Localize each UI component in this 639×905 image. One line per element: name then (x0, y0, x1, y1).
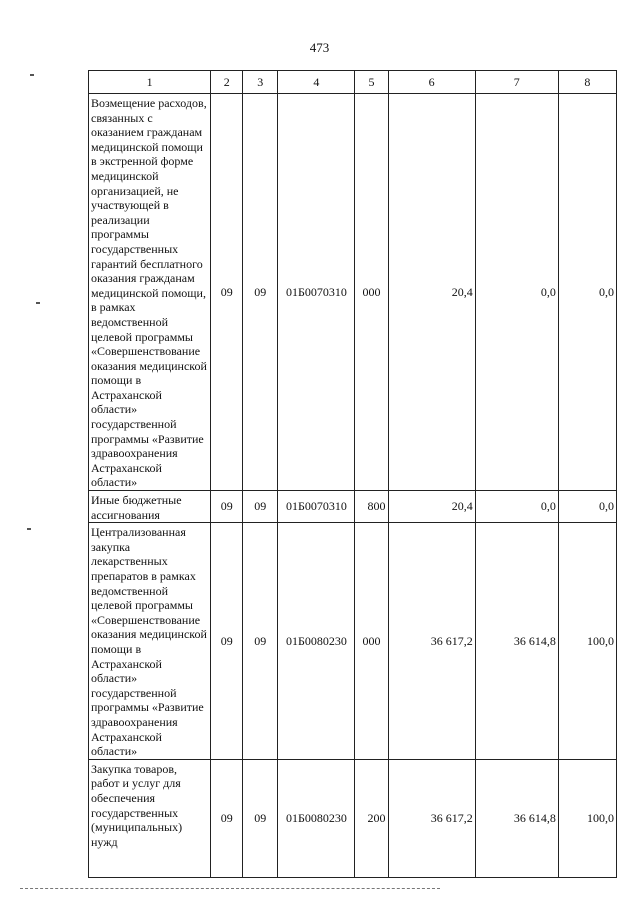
row-subsection: 09 (243, 759, 278, 877)
scan-mark (30, 74, 34, 76)
header-row (89, 71, 617, 94)
table-row (89, 94, 617, 491)
row-section: 09 (211, 491, 243, 523)
row-description: Закупка товаров, работ и услуг для обеспечения государственных (муниципальных) нужд (89, 759, 211, 877)
row-percent: 100,0 (558, 759, 616, 877)
row-executed: 0,0 (475, 491, 558, 523)
page-number: 473 (309, 40, 330, 55)
header-col-2: 2 (211, 71, 243, 94)
table-row (89, 491, 617, 523)
row-section: 09 (211, 523, 243, 760)
row-executed: 36 614,8 (475, 523, 558, 760)
header-col-3: 3 (243, 71, 278, 94)
row-target-article: 01Б0080230 (278, 523, 355, 760)
row-approved: 20,4 (388, 94, 475, 491)
row-executed: 36 614,8 (475, 759, 558, 877)
row-percent: 0,0 (558, 94, 616, 491)
row-target-article: 01Б0070310 (278, 491, 355, 523)
row-expense-type: 000 (355, 94, 388, 491)
row-percent: 0,0 (558, 491, 616, 523)
row-section: 09 (211, 94, 243, 491)
row-approved: 20,4 (388, 491, 475, 523)
header-col-1: 1 (89, 71, 211, 94)
row-approved: 36 617,2 (388, 523, 475, 760)
table-row (89, 759, 617, 877)
table-row (89, 523, 617, 760)
scan-mark (27, 528, 31, 530)
row-percent: 100,0 (558, 523, 616, 760)
row-subsection: 09 (243, 523, 278, 760)
row-expense-type: 200 (355, 759, 388, 877)
row-description: Централизованная закупка лекарственных препаратов в рамках ведомственной целевой программы «Совершенствование оказания медицинской помощи в Астраханской области» государственной программы «Развитие здравоохранения Астраханской области» (89, 523, 211, 760)
header-col-7: 7 (475, 71, 558, 94)
row-expense-type: 800 (355, 491, 388, 523)
row-approved: 36 617,2 (388, 759, 475, 877)
budget-table (88, 70, 617, 878)
footer-rule (20, 888, 440, 889)
row-executed: 0,0 (475, 94, 558, 491)
row-expense-type: 000 (355, 523, 388, 760)
row-section: 09 (211, 759, 243, 877)
row-subsection: 09 (243, 94, 278, 491)
row-target-article: 01Б0070310 (278, 94, 355, 491)
row-description: Иные бюджетные ассигнования (89, 491, 211, 523)
header-col-5: 5 (355, 71, 388, 94)
scan-mark (36, 302, 40, 304)
header-col-6: 6 (388, 71, 475, 94)
row-description: Возмещение расходов, связанных с оказанием гражданам медицинской помощи в экстренной форме медицинской организацией, не участвующей в реализации программы государственных гарантий бесплатного оказания гражданам медицинской помощи, в рамках ведомственной целевой программы «Совершенствование оказания медицинской помощи в Астраханской области» государственной программы «Развитие здравоохранения Астраханской области» (89, 94, 211, 491)
header-col-8: 8 (558, 71, 616, 94)
row-subsection: 09 (243, 491, 278, 523)
row-target-article: 01Б0080230 (278, 759, 355, 877)
header-col-4: 4 (278, 71, 355, 94)
